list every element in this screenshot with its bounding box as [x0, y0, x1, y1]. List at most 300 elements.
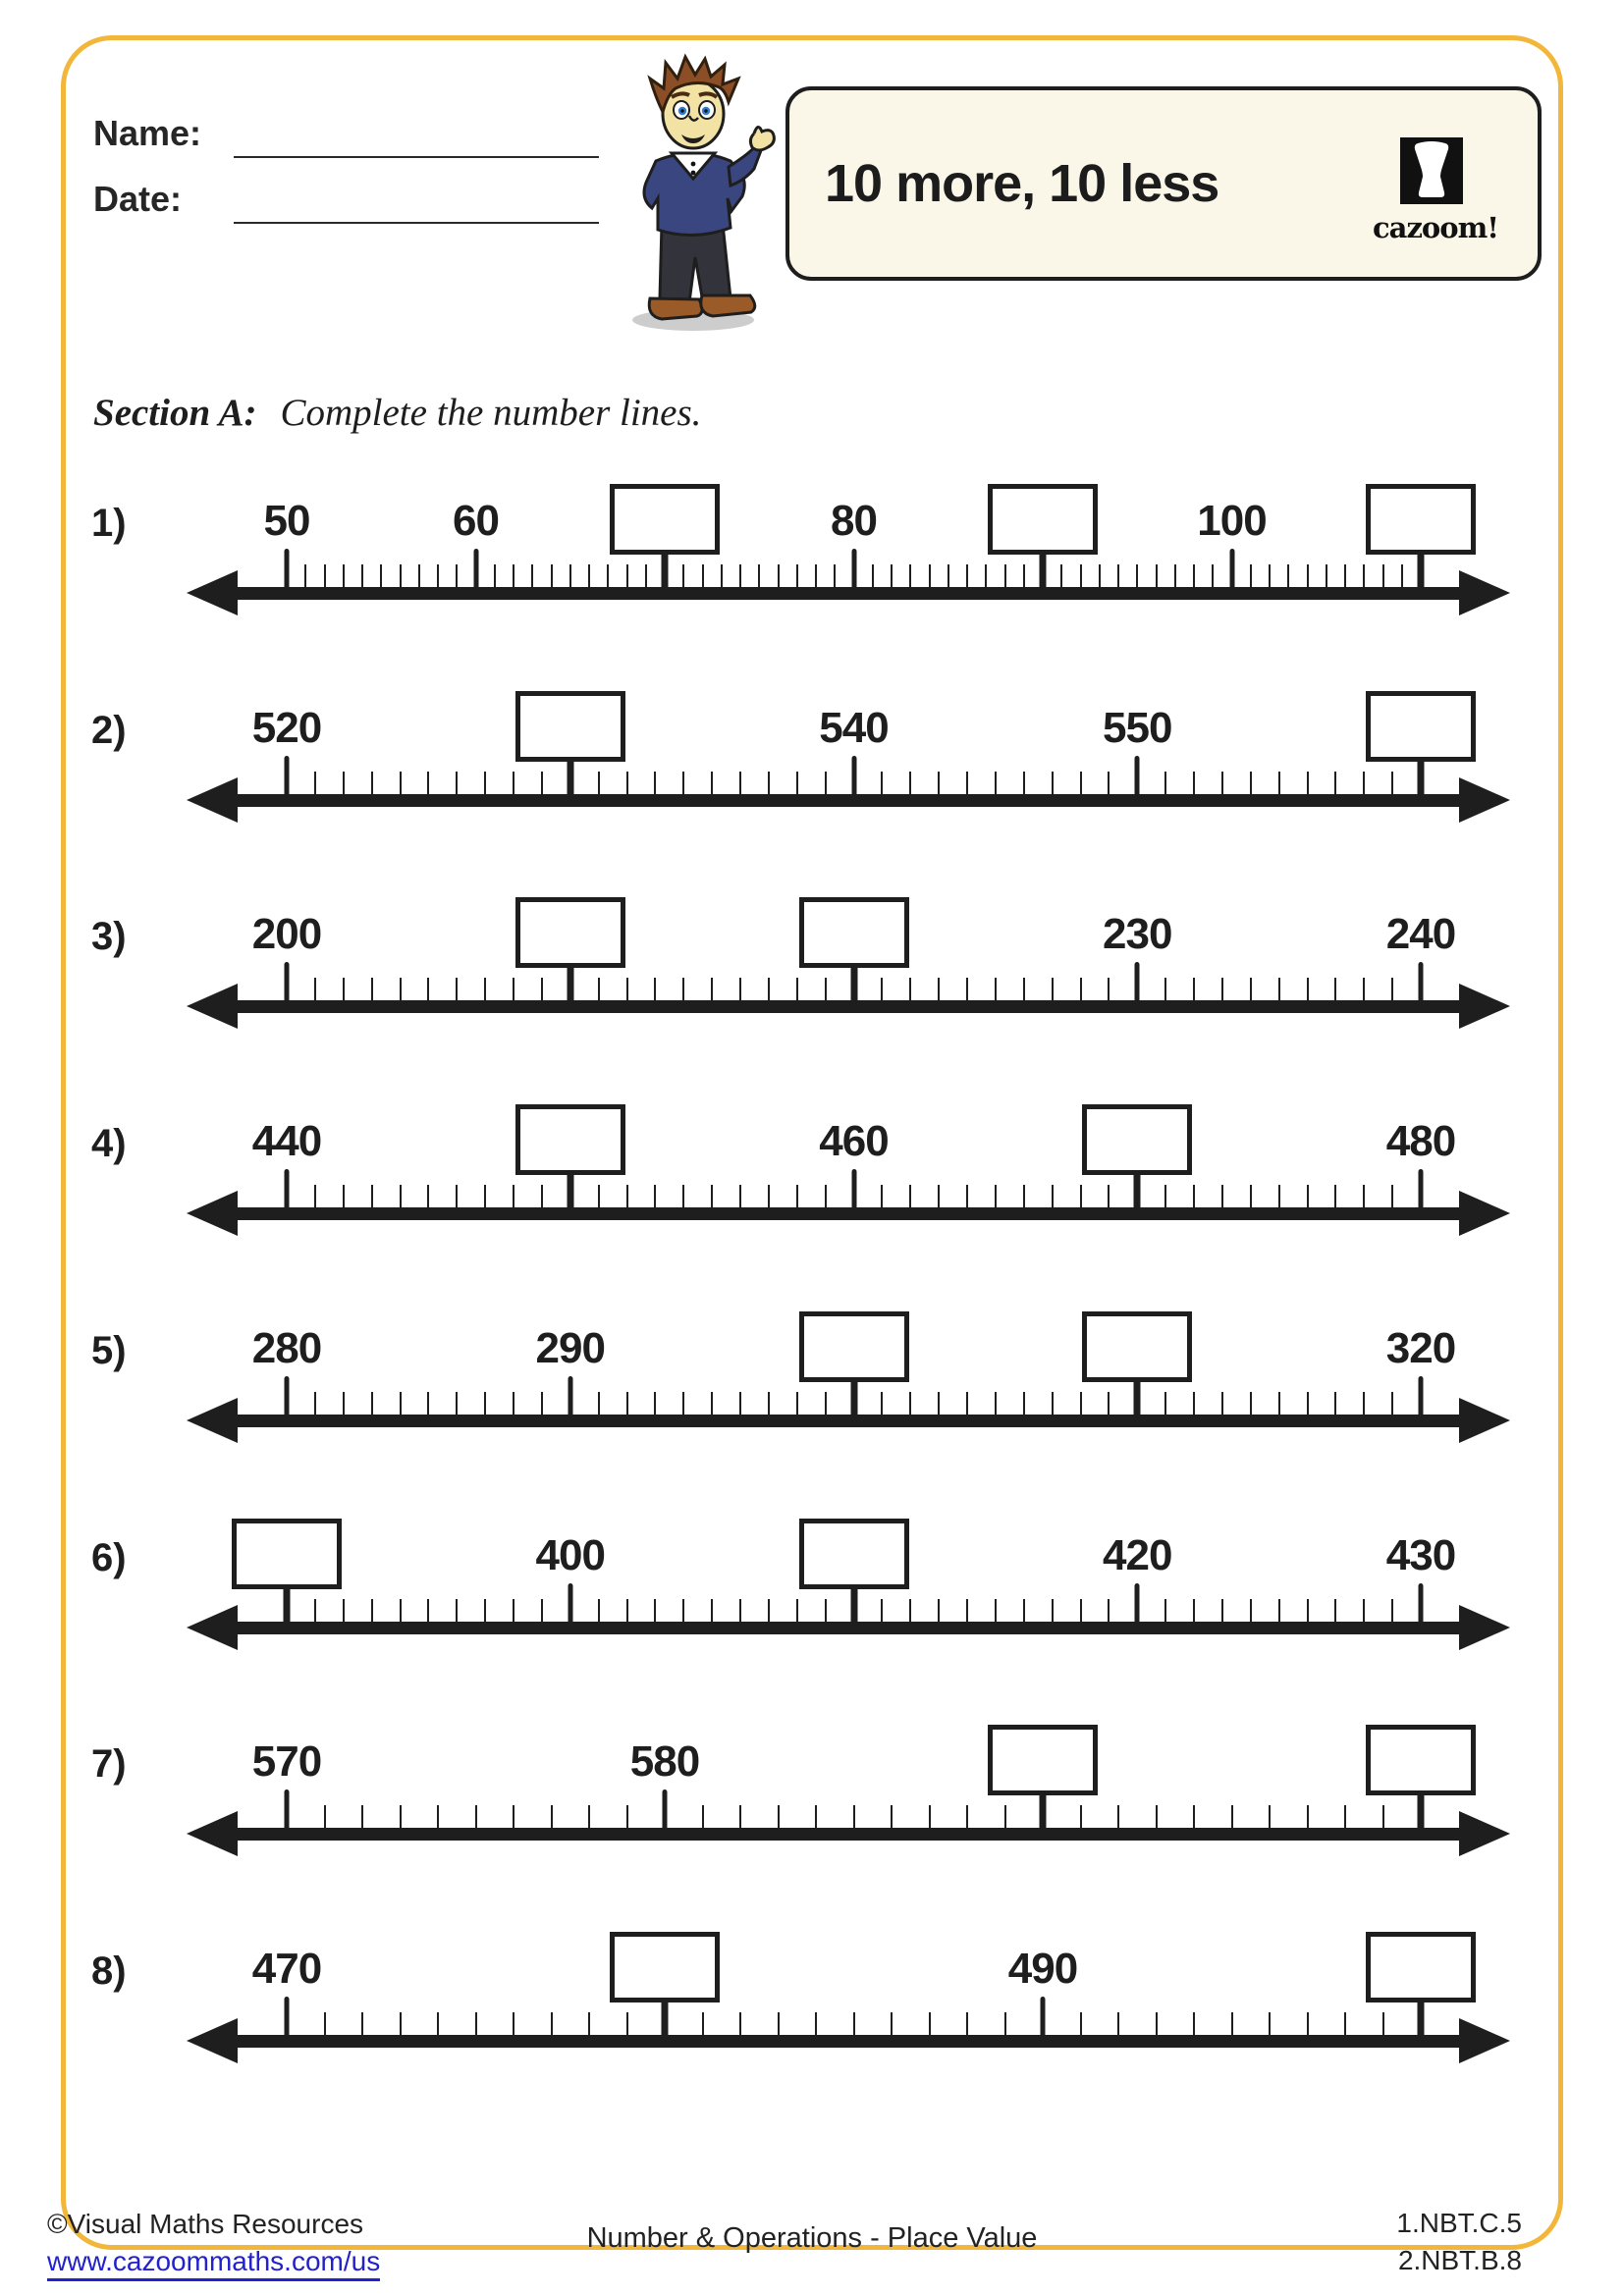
left-arrowhead-icon: [187, 1811, 238, 1856]
tick-value-label: 540: [819, 704, 889, 752]
minor-tick: [768, 772, 770, 794]
minor-tick: [456, 772, 458, 794]
minor-tick: [966, 2012, 968, 2035]
answer-box[interactable]: [515, 897, 625, 968]
answer-box[interactable]: [988, 1725, 1098, 1795]
minor-tick: [1080, 1599, 1082, 1622]
minor-tick: [371, 1185, 373, 1207]
minor-tick: [626, 1185, 628, 1207]
minor-tick: [541, 978, 543, 1000]
minor-tick: [938, 1392, 940, 1415]
answer-box-stem: [850, 1380, 857, 1415]
minor-tick: [881, 1599, 883, 1622]
minor-tick: [484, 1392, 486, 1415]
minor-tick: [513, 2012, 514, 2035]
minor-tick: [1391, 1185, 1393, 1207]
minor-tick: [1052, 1599, 1054, 1622]
minor-tick: [1080, 1392, 1082, 1415]
minor-tick: [427, 1392, 429, 1415]
minor-tick: [825, 1185, 827, 1207]
minor-tick: [768, 978, 770, 1000]
minor-tick: [853, 1805, 855, 1828]
minor-tick: [314, 1392, 316, 1415]
minor-tick: [343, 978, 345, 1000]
minor-tick: [1344, 1805, 1346, 1828]
tick-value-label: 240: [1385, 910, 1456, 958]
minor-tick: [418, 564, 420, 587]
minor-tick: [1363, 1392, 1365, 1415]
minor-tick: [995, 1599, 997, 1622]
minor-tick: [796, 772, 798, 794]
minor-tick: [513, 1599, 514, 1622]
minor-tick: [314, 1599, 316, 1622]
minor-tick: [1193, 1599, 1195, 1622]
answer-box-stem: [567, 760, 573, 795]
name-label: Name:: [93, 113, 202, 153]
minor-tick: [891, 564, 893, 587]
minor-tick: [484, 1185, 486, 1207]
minor-tick: [1108, 1392, 1110, 1415]
date-input-line[interactable]: [234, 222, 599, 224]
major-tick: [285, 756, 290, 795]
minor-tick: [872, 564, 874, 587]
minor-tick: [1164, 978, 1166, 1000]
minor-tick: [626, 772, 628, 794]
minor-tick: [891, 1805, 893, 1828]
major-tick: [285, 1376, 290, 1415]
answer-box[interactable]: [515, 1104, 625, 1175]
minor-tick: [1363, 1185, 1365, 1207]
answer-box[interactable]: [1366, 1725, 1476, 1795]
copyright-text: ©Visual Maths Resources: [47, 2209, 364, 2239]
minor-tick: [626, 564, 628, 587]
number-line-row: [0, 1519, 1624, 1685]
minor-tick: [1250, 1392, 1252, 1415]
minor-tick: [513, 564, 514, 587]
right-arrowhead-icon: [1459, 570, 1510, 615]
right-arrowhead-icon: [1459, 1605, 1510, 1650]
minor-tick: [711, 1185, 713, 1207]
minor-tick: [541, 1392, 543, 1415]
name-input-line[interactable]: [234, 156, 599, 158]
major-tick: [851, 549, 856, 588]
major-tick: [851, 1169, 856, 1208]
major-tick: [851, 756, 856, 795]
minor-tick: [1221, 978, 1223, 1000]
minor-tick: [598, 1599, 600, 1622]
minor-tick: [494, 564, 496, 587]
minor-tick: [513, 978, 514, 1000]
minor-tick: [1193, 1805, 1195, 1828]
tick-value-label: 420: [1103, 1531, 1172, 1579]
right-arrowhead-icon: [1459, 1811, 1510, 1856]
number-line-row: [0, 691, 1624, 858]
answer-box[interactable]: [1082, 1311, 1192, 1382]
tick-value-label: 60: [453, 497, 499, 545]
minor-tick: [343, 1392, 345, 1415]
number-line-bar: [232, 2035, 1461, 2048]
minor-tick: [598, 1185, 600, 1207]
minor-tick: [796, 978, 798, 1000]
minor-tick: [1344, 564, 1346, 587]
number-line-bar: [232, 1415, 1461, 1427]
minor-tick: [324, 564, 326, 587]
minor-tick: [1269, 564, 1271, 587]
minor-tick: [1117, 564, 1119, 587]
minor-tick: [1164, 1599, 1166, 1622]
major-tick: [1419, 1583, 1424, 1623]
minor-tick: [654, 1185, 656, 1207]
question-number: 2): [91, 709, 127, 752]
answer-box-stem: [1134, 1380, 1141, 1415]
minor-tick: [1164, 1392, 1166, 1415]
minor-tick: [361, 564, 363, 587]
minor-tick: [551, 1805, 553, 1828]
minor-tick: [1164, 1185, 1166, 1207]
minor-tick: [1023, 1185, 1025, 1207]
minor-tick: [966, 1392, 968, 1415]
minor-tick: [682, 772, 684, 794]
minor-tick: [739, 564, 741, 587]
minor-tick: [513, 1185, 514, 1207]
minor-tick: [427, 1599, 429, 1622]
answer-box[interactable]: [610, 1932, 720, 2002]
answer-box[interactable]: [799, 1311, 909, 1382]
minor-tick: [437, 2012, 439, 2035]
minor-tick: [853, 2012, 855, 2035]
minor-tick: [1334, 978, 1336, 1000]
cazoommaths-link[interactable]: www.cazoommaths.com/us: [47, 2246, 380, 2281]
minor-tick: [1193, 1392, 1195, 1415]
minor-tick: [324, 2012, 326, 2035]
minor-tick: [531, 564, 533, 587]
question-number: 7): [91, 1742, 127, 1786]
left-arrowhead-icon: [187, 2018, 238, 2063]
minor-tick: [1156, 2012, 1158, 2035]
minor-tick: [607, 564, 609, 587]
tick-value-label: 400: [535, 1531, 605, 1579]
minor-tick: [456, 978, 458, 1000]
minor-tick: [1307, 772, 1309, 794]
minor-tick: [1023, 564, 1025, 587]
answer-box[interactable]: [988, 484, 1098, 555]
minor-tick: [739, 1599, 741, 1622]
number-line-row: [0, 1104, 1624, 1271]
tick-value-label: 440: [251, 1117, 322, 1165]
minor-tick: [400, 772, 402, 794]
answer-box-stem: [1418, 2001, 1425, 2036]
answer-box-stem: [567, 966, 573, 1001]
minor-tick: [456, 564, 458, 587]
minor-tick: [881, 772, 883, 794]
minor-tick: [966, 1185, 968, 1207]
answer-box-stem: [1134, 1173, 1141, 1208]
minor-tick: [721, 564, 723, 587]
minor-tick: [1250, 978, 1252, 1000]
minor-tick: [1307, 1599, 1309, 1622]
answer-box[interactable]: [232, 1519, 342, 1589]
answer-box-stem: [1040, 1793, 1047, 1829]
minor-tick: [1221, 1392, 1223, 1415]
minor-tick: [484, 978, 486, 1000]
minor-tick: [1231, 2012, 1233, 2035]
number-line-bar: [232, 794, 1461, 807]
standard-code-2: 2.NBT.B.8: [1397, 2245, 1522, 2275]
minor-tick: [682, 1392, 684, 1415]
minor-tick: [1382, 2012, 1384, 2035]
minor-tick: [541, 1185, 543, 1207]
minor-tick: [400, 1185, 402, 1207]
minor-tick: [314, 1185, 316, 1207]
minor-tick: [626, 1599, 628, 1622]
answer-box[interactable]: [799, 1519, 909, 1589]
question-number: 4): [91, 1122, 127, 1165]
major-tick: [1419, 1169, 1424, 1208]
minor-tick: [1250, 1599, 1252, 1622]
minor-tick: [1307, 1185, 1309, 1207]
minor-tick: [371, 772, 373, 794]
minor-tick: [778, 2012, 780, 2035]
minor-tick: [626, 1805, 628, 1828]
minor-tick: [1193, 1185, 1195, 1207]
minor-tick: [1382, 564, 1384, 587]
standard-code-1: 1.NBT.C.5: [1396, 2208, 1522, 2238]
right-arrowhead-icon: [1459, 984, 1510, 1029]
minor-tick: [702, 1805, 704, 1828]
djembe-drum-icon: [1400, 137, 1463, 204]
minor-tick: [400, 2012, 402, 2035]
minor-tick: [1080, 978, 1082, 1000]
footer-topic-text: Number & Operations - Place Value: [586, 2222, 1038, 2254]
minor-tick: [1004, 564, 1006, 587]
minor-tick: [1344, 2012, 1346, 2035]
minor-tick: [881, 1392, 883, 1415]
number-line-row: [0, 897, 1624, 1064]
minor-tick: [1193, 978, 1195, 1000]
minor-tick: [361, 1805, 363, 1828]
minor-tick: [513, 772, 514, 794]
minor-tick: [1269, 1805, 1271, 1828]
minor-tick: [1382, 1805, 1384, 1828]
minor-tick: [711, 1599, 713, 1622]
minor-tick: [1108, 1599, 1110, 1622]
number-line-bar: [232, 1622, 1461, 1634]
minor-tick: [626, 978, 628, 1000]
minor-tick: [371, 1599, 373, 1622]
minor-tick: [834, 564, 836, 587]
minor-tick: [1250, 1185, 1252, 1207]
minor-tick: [1117, 1805, 1119, 1828]
minor-tick: [947, 564, 949, 587]
minor-tick: [768, 1185, 770, 1207]
section-a-heading: Section A:: [93, 392, 257, 434]
minor-tick: [966, 772, 968, 794]
minor-tick: [966, 978, 968, 1000]
minor-tick: [427, 772, 429, 794]
minor-tick: [739, 1185, 741, 1207]
minor-tick: [1004, 2012, 1006, 2035]
tick-value-label: 200: [251, 910, 322, 958]
minor-tick: [702, 2012, 704, 2035]
minor-tick: [343, 1599, 345, 1622]
right-arrowhead-icon: [1459, 1191, 1510, 1236]
tick-value-label: 470: [251, 1945, 322, 1993]
minor-tick: [682, 1185, 684, 1207]
minor-tick: [484, 772, 486, 794]
minor-tick: [909, 1185, 911, 1207]
minor-tick: [796, 564, 798, 587]
minor-tick: [1231, 1805, 1233, 1828]
minor-tick: [654, 1392, 656, 1415]
tick-value-label: 280: [251, 1324, 322, 1372]
minor-tick: [1052, 1392, 1054, 1415]
left-arrowhead-icon: [187, 1605, 238, 1650]
minor-tick: [456, 1185, 458, 1207]
answer-box[interactable]: [1366, 1932, 1476, 2002]
major-tick: [1229, 549, 1234, 588]
major-tick: [285, 1789, 290, 1829]
minor-tick: [324, 1805, 326, 1828]
minor-tick: [778, 564, 780, 587]
minor-tick: [909, 1392, 911, 1415]
minor-tick: [1080, 1185, 1082, 1207]
minor-tick: [938, 1185, 940, 1207]
major-tick: [1419, 962, 1424, 1001]
answer-box[interactable]: [515, 691, 625, 762]
minor-tick: [400, 978, 402, 1000]
minor-tick: [371, 1392, 373, 1415]
minor-tick: [768, 1392, 770, 1415]
minor-tick: [938, 1599, 940, 1622]
minor-tick: [541, 1599, 543, 1622]
minor-tick: [343, 772, 345, 794]
minor-tick: [654, 772, 656, 794]
minor-tick: [1363, 564, 1365, 587]
minor-tick: [1307, 978, 1309, 1000]
minor-tick: [711, 1392, 713, 1415]
minor-tick: [343, 564, 345, 587]
minor-tick: [475, 1805, 477, 1828]
minor-tick: [929, 2012, 931, 2035]
answer-box-stem: [662, 2001, 669, 2036]
question-number: 8): [91, 1949, 127, 1993]
minor-tick: [513, 1392, 514, 1415]
minor-tick: [995, 1392, 997, 1415]
minor-tick: [825, 978, 827, 1000]
minor-tick: [1278, 1392, 1280, 1415]
major-tick: [568, 1376, 572, 1415]
minor-tick: [343, 1185, 345, 1207]
answer-box[interactable]: [1366, 484, 1476, 555]
number-line-bar: [232, 1000, 1461, 1013]
minor-tick: [1108, 1185, 1110, 1207]
minor-tick: [739, 1392, 741, 1415]
minor-tick: [1278, 978, 1280, 1000]
cazoom-logo-text: cazoom!: [1373, 211, 1499, 244]
minor-tick: [1080, 2012, 1082, 2035]
minor-tick: [938, 978, 940, 1000]
tick-value-label: 50: [263, 497, 310, 545]
minor-tick: [929, 564, 931, 587]
minor-tick: [825, 1599, 827, 1622]
major-tick: [285, 1169, 290, 1208]
minor-tick: [739, 772, 741, 794]
answer-box[interactable]: [799, 897, 909, 968]
answer-box[interactable]: [610, 484, 720, 555]
minor-tick: [796, 1392, 798, 1415]
number-line-bar: [232, 1207, 1461, 1220]
minor-tick: [400, 1805, 402, 1828]
tick-value-label: 430: [1385, 1531, 1456, 1579]
minor-tick: [702, 564, 704, 587]
minor-tick: [825, 772, 827, 794]
minor-tick: [456, 1392, 458, 1415]
cartoon-boy-illustration: [607, 51, 784, 336]
minor-tick: [1156, 564, 1158, 587]
minor-tick: [437, 1805, 439, 1828]
minor-tick: [1099, 564, 1101, 587]
standards-codes: [1396, 2205, 1522, 2279]
minor-tick: [598, 1392, 600, 1415]
minor-tick: [1221, 1599, 1223, 1622]
minor-tick: [1307, 2012, 1309, 2035]
tick-value-label: 230: [1103, 910, 1172, 958]
minor-tick: [1212, 564, 1214, 587]
answer-box-stem: [662, 553, 669, 588]
minor-tick: [1004, 1805, 1006, 1828]
minor-tick: [1307, 1392, 1309, 1415]
minor-tick: [1023, 1392, 1025, 1415]
major-tick: [473, 549, 478, 588]
major-tick: [568, 1583, 572, 1623]
minor-tick: [881, 1185, 883, 1207]
minor-tick: [1334, 1185, 1336, 1207]
number-line-row: [0, 1725, 1624, 1892]
minor-tick: [456, 1599, 458, 1622]
major-tick: [285, 549, 290, 588]
right-arrowhead-icon: [1459, 2018, 1510, 2063]
minor-tick: [1334, 1599, 1336, 1622]
left-arrowhead-icon: [187, 1398, 238, 1443]
minor-tick: [400, 1599, 402, 1622]
number-line-row: [0, 1932, 1624, 2099]
major-tick: [285, 962, 290, 1001]
minor-tick: [1023, 1599, 1025, 1622]
answer-box[interactable]: [1366, 691, 1476, 762]
right-arrowhead-icon: [1459, 777, 1510, 823]
question-number: 1): [91, 502, 127, 545]
tick-value-label: 290: [535, 1324, 605, 1372]
minor-tick: [1269, 2012, 1271, 2035]
minor-tick: [588, 564, 590, 587]
minor-tick: [758, 564, 760, 587]
left-arrowhead-icon: [187, 570, 238, 615]
minor-tick: [778, 1805, 780, 1828]
minor-tick: [1060, 564, 1062, 587]
answer-box-stem: [1040, 553, 1047, 588]
minor-tick: [909, 772, 911, 794]
section-a-instruction: Complete the number lines.: [280, 392, 702, 434]
minor-tick: [1193, 2012, 1195, 2035]
answer-box[interactable]: [1082, 1104, 1192, 1175]
minor-tick: [1193, 564, 1195, 587]
minor-tick: [598, 978, 600, 1000]
minor-tick: [711, 772, 713, 794]
minor-tick: [909, 1599, 911, 1622]
minor-tick: [654, 978, 656, 1000]
minor-tick: [825, 1392, 827, 1415]
minor-tick: [541, 772, 543, 794]
